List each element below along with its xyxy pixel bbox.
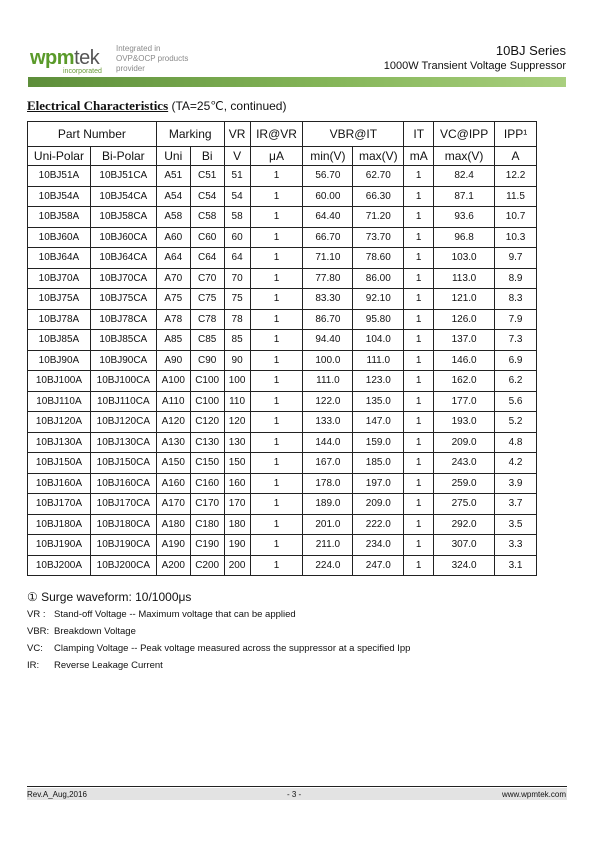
- characteristics-table: [27, 121, 537, 576]
- notes: [27, 590, 410, 677]
- table-cell: 78.60: [353, 248, 404, 269]
- header-vbr: VBR@IT: [303, 122, 404, 147]
- table-cell: 120: [224, 412, 250, 433]
- table-cell: 247.0: [353, 555, 404, 576]
- note-vr: [27, 609, 410, 620]
- table-row: [28, 555, 537, 576]
- table-cell: 77.80: [303, 268, 353, 289]
- table-cell: A54: [156, 186, 190, 207]
- table-cell: 111.0: [303, 371, 353, 392]
- header-part-number: Part Number: [28, 122, 157, 147]
- table-cell: A160: [156, 473, 190, 494]
- table-cell: A170: [156, 494, 190, 515]
- table-cell: 1: [404, 432, 434, 453]
- table-cell: 1: [250, 555, 303, 576]
- table-cell: 3.5: [495, 514, 537, 535]
- table-cell: 10BJ85CA: [90, 330, 156, 351]
- table-cell: 87.1: [434, 186, 495, 207]
- table-cell: 60.00: [303, 186, 353, 207]
- table-cell: 162.0: [434, 371, 495, 392]
- table-row: [28, 514, 537, 535]
- table-cell: 103.0: [434, 248, 495, 269]
- table-cell: A190: [156, 535, 190, 556]
- subheader-vc-max: max(V): [434, 147, 495, 166]
- table-cell: 1: [250, 227, 303, 248]
- table-cell: 135.0: [353, 391, 404, 412]
- table-cell: 8.9: [495, 268, 537, 289]
- table-row: [28, 248, 537, 269]
- table-cell: A120: [156, 412, 190, 433]
- table-cell: 10BJ54A: [28, 186, 91, 207]
- table-cell: 10BJ51CA: [90, 166, 156, 187]
- table-cell: 8.3: [495, 289, 537, 310]
- table-cell: 121.0: [434, 289, 495, 310]
- table-cell: 1: [250, 514, 303, 535]
- table-cell: A130: [156, 432, 190, 453]
- tagline-line: OVP&OCP products: [116, 54, 189, 63]
- table-cell: 10BJ110CA: [90, 391, 156, 412]
- table-cell: C130: [190, 432, 224, 453]
- table-row: [28, 268, 537, 289]
- table-row: [28, 432, 537, 453]
- table-cell: 71.10: [303, 248, 353, 269]
- table-cell: 10.3: [495, 227, 537, 248]
- table-row: [28, 535, 537, 556]
- table-cell: 10BJ200A: [28, 555, 91, 576]
- table-cell: 1: [250, 166, 303, 187]
- table-cell: 66.30: [353, 186, 404, 207]
- table-row: [28, 207, 537, 228]
- table-cell: 307.0: [434, 535, 495, 556]
- table-cell: C170: [190, 494, 224, 515]
- table-cell: 1: [404, 473, 434, 494]
- table-cell: 10BJ54CA: [90, 186, 156, 207]
- table-row: [28, 371, 537, 392]
- surge-note: ① Surge waveform: 10/1000μs: [27, 590, 192, 604]
- table-cell: 10BJ90A: [28, 350, 91, 371]
- table-cell: 10BJ60CA: [90, 227, 156, 248]
- table-cell: 10BJ78CA: [90, 309, 156, 330]
- table-cell: 146.0: [434, 350, 495, 371]
- table-cell: 180: [224, 514, 250, 535]
- table-cell: 7.3: [495, 330, 537, 351]
- table-cell: 10BJ190CA: [90, 535, 156, 556]
- table-cell: 1: [404, 555, 434, 576]
- table-cell: 130: [224, 432, 250, 453]
- table-cell: 10BJ60A: [28, 227, 91, 248]
- table-cell: 222.0: [353, 514, 404, 535]
- table-cell: 1: [404, 227, 434, 248]
- table-cell: 10BJ200CA: [90, 555, 156, 576]
- note-symbol: IR:: [27, 660, 40, 671]
- table-cell: 209.0: [353, 494, 404, 515]
- table-cell: C100: [190, 371, 224, 392]
- note-text: Clamping Voltage -- Peak voltage measured across the suppressor at a specified Ipp: [54, 643, 411, 654]
- table-cell: 110: [224, 391, 250, 412]
- section-condition: (TA=25℃, continued): [171, 99, 287, 113]
- table-cell: 123.0: [353, 371, 404, 392]
- table-cell: 10BJ70CA: [90, 268, 156, 289]
- table-cell: 104.0: [353, 330, 404, 351]
- table-cell: 86.70: [303, 309, 353, 330]
- table-cell: 90: [224, 350, 250, 371]
- table-cell: 190: [224, 535, 250, 556]
- table-cell: 10BJ180A: [28, 514, 91, 535]
- table-row: [28, 166, 537, 187]
- table-cell: 133.0: [303, 412, 353, 433]
- note-text: Breakdown Voltage: [54, 626, 136, 637]
- website-link[interactable]: www.wpmtek.com: [501, 790, 566, 799]
- table-row: [28, 309, 537, 330]
- table-cell: 3.3: [495, 535, 537, 556]
- table-cell: 211.0: [303, 535, 353, 556]
- subheader-uni: Uni: [156, 147, 190, 166]
- table-cell: 1: [250, 289, 303, 310]
- table-cell: 10BJ58A: [28, 207, 91, 228]
- table-cell: 159.0: [353, 432, 404, 453]
- table-cell: A51: [156, 166, 190, 187]
- table-cell: 3.1: [495, 555, 537, 576]
- table-cell: C75: [190, 289, 224, 310]
- table-cell: 56.70: [303, 166, 353, 187]
- logo-main: wpm: [30, 47, 75, 69]
- table-cell: C51: [190, 166, 224, 187]
- table-cell: 1: [250, 309, 303, 330]
- table-cell: A78: [156, 309, 190, 330]
- table-cell: C160: [190, 473, 224, 494]
- table-cell: 10BJ170A: [28, 494, 91, 515]
- table-cell: 10.7: [495, 207, 537, 228]
- table-cell: 197.0: [353, 473, 404, 494]
- table-cell: A60: [156, 227, 190, 248]
- table-cell: 66.70: [303, 227, 353, 248]
- table-cell: 324.0: [434, 555, 495, 576]
- table-cell: 1: [250, 330, 303, 351]
- series-title: 10BJ Series: [495, 43, 566, 58]
- table-cell: 126.0: [434, 309, 495, 330]
- note-vbr: [27, 626, 410, 637]
- table-cell: 60: [224, 227, 250, 248]
- table-cell: 113.0: [434, 268, 495, 289]
- table-cell: A150: [156, 453, 190, 474]
- table-cell: 1: [250, 535, 303, 556]
- table-cell: 122.0: [303, 391, 353, 412]
- table-cell: 10BJ75A: [28, 289, 91, 310]
- table-cell: 1: [404, 391, 434, 412]
- table-cell: 92.10: [353, 289, 404, 310]
- table-cell: 1: [250, 391, 303, 412]
- note-symbol: VBR:: [27, 626, 50, 637]
- subheader-bi-polar: Bi-Polar: [90, 147, 156, 166]
- table-cell: 167.0: [303, 453, 353, 474]
- table-cell: 10BJ78A: [28, 309, 91, 330]
- table-cell: C60: [190, 227, 224, 248]
- table-cell: 10BJ70A: [28, 268, 91, 289]
- table-cell: 58: [224, 207, 250, 228]
- table-cell: 10BJ64A: [28, 248, 91, 269]
- table-cell: 86.00: [353, 268, 404, 289]
- table-cell: 111.0: [353, 350, 404, 371]
- table-cell: 5.6: [495, 391, 537, 412]
- table-cell: 1: [250, 432, 303, 453]
- table-cell: 1: [250, 494, 303, 515]
- series-description: 1000W Transient Voltage Suppressor: [383, 60, 566, 72]
- table-cell: 71.20: [353, 207, 404, 228]
- table-cell: 6.2: [495, 371, 537, 392]
- table-cell: 6.9: [495, 350, 537, 371]
- table-cell: 10BJ150CA: [90, 453, 156, 474]
- table-cell: C200: [190, 555, 224, 576]
- table-cell: A110: [156, 391, 190, 412]
- table-row: [28, 289, 537, 310]
- table-cell: 4.8: [495, 432, 537, 453]
- table-cell: 70: [224, 268, 250, 289]
- table-cell: 54: [224, 186, 250, 207]
- table-cell: 144.0: [303, 432, 353, 453]
- table-cell: 170: [224, 494, 250, 515]
- table-cell: 209.0: [434, 432, 495, 453]
- table-cell: 1: [250, 186, 303, 207]
- table-cell: 1: [404, 309, 434, 330]
- table-cell: 73.70: [353, 227, 404, 248]
- table-cell: 85: [224, 330, 250, 351]
- table-cell: 1: [404, 186, 434, 207]
- table-cell: 10BJ130A: [28, 432, 91, 453]
- table-cell: 1: [404, 494, 434, 515]
- table-cell: 12.2: [495, 166, 537, 187]
- table-cell: 93.6: [434, 207, 495, 228]
- table-cell: 1: [404, 453, 434, 474]
- table-cell: 234.0: [353, 535, 404, 556]
- table-cell: C90: [190, 350, 224, 371]
- table-cell: 64: [224, 248, 250, 269]
- table-cell: C120: [190, 412, 224, 433]
- header-vr: VR: [224, 122, 250, 147]
- table-row: [28, 330, 537, 351]
- table-cell: 95.80: [353, 309, 404, 330]
- table-cell: 62.70: [353, 166, 404, 187]
- table-cell: 10BJ85A: [28, 330, 91, 351]
- table-cell: 10BJ110A: [28, 391, 91, 412]
- table-cell: 185.0: [353, 453, 404, 474]
- table-cell: 51: [224, 166, 250, 187]
- table-cell: 82.4: [434, 166, 495, 187]
- table-cell: C78: [190, 309, 224, 330]
- table-cell: 243.0: [434, 453, 495, 474]
- table-cell: 1: [404, 535, 434, 556]
- table-cell: 100: [224, 371, 250, 392]
- table-row: [28, 494, 537, 515]
- table-cell: 1: [404, 350, 434, 371]
- table-cell: A90: [156, 350, 190, 371]
- table-cell: 1: [250, 248, 303, 269]
- table-cell: 64.40: [303, 207, 353, 228]
- table-cell: 10BJ190A: [28, 535, 91, 556]
- note-ir: [27, 660, 410, 671]
- subheader-min-v: min(V): [303, 147, 353, 166]
- table-cell: 150: [224, 453, 250, 474]
- header-row: [28, 122, 537, 147]
- table-cell: 100.0: [303, 350, 353, 371]
- subheader-uni-polar: Uni-Polar: [28, 147, 91, 166]
- subheader-row: [28, 147, 537, 166]
- table-cell: 137.0: [434, 330, 495, 351]
- table-row: [28, 473, 537, 494]
- table-cell: 11.5: [495, 186, 537, 207]
- table-cell: 1: [404, 289, 434, 310]
- table-cell: 10BJ75CA: [90, 289, 156, 310]
- table-cell: 259.0: [434, 473, 495, 494]
- table-cell: A58: [156, 207, 190, 228]
- table-cell: A75: [156, 289, 190, 310]
- subheader-unit-v: V: [224, 147, 250, 166]
- section-heading: Electrical Characteristics: [27, 98, 169, 113]
- table-cell: 10BJ130CA: [90, 432, 156, 453]
- table-cell: C100: [190, 391, 224, 412]
- table-cell: 1: [250, 268, 303, 289]
- table-cell: 178.0: [303, 473, 353, 494]
- table-cell: A200: [156, 555, 190, 576]
- page-number: - 3 -: [287, 790, 302, 799]
- logo-wordmark: [30, 47, 99, 70]
- table-cell: C64: [190, 248, 224, 269]
- table-cell: 4.2: [495, 453, 537, 474]
- table-cell: 1: [250, 207, 303, 228]
- table-cell: 189.0: [303, 494, 353, 515]
- subheader-unit-ua: μA: [250, 147, 303, 166]
- table-cell: 94.40: [303, 330, 353, 351]
- table-cell: 10BJ150A: [28, 453, 91, 474]
- table-cell: 10BJ100CA: [90, 371, 156, 392]
- table-cell: C54: [190, 186, 224, 207]
- header-marking: Marking: [156, 122, 224, 147]
- table-cell: 1: [404, 514, 434, 535]
- table-cell: 83.30: [303, 289, 353, 310]
- table-row: [28, 186, 537, 207]
- logo-tek: tek: [74, 47, 100, 69]
- table-row: [28, 412, 537, 433]
- table-row: [28, 453, 537, 474]
- header-ipp: IPP¹: [495, 122, 537, 147]
- table-cell: 275.0: [434, 494, 495, 515]
- note-text: Reverse Leakage Current: [54, 660, 163, 671]
- table-cell: 10BJ180CA: [90, 514, 156, 535]
- table-cell: 224.0: [303, 555, 353, 576]
- table-cell: 193.0: [434, 412, 495, 433]
- table-row: [28, 391, 537, 412]
- table-row: [28, 350, 537, 371]
- table-cell: 10BJ120A: [28, 412, 91, 433]
- table-cell: 7.9: [495, 309, 537, 330]
- table-cell: 1: [404, 207, 434, 228]
- table-cell: 10BJ90CA: [90, 350, 156, 371]
- header-ir: IR@VR: [250, 122, 303, 147]
- table-cell: 1: [404, 412, 434, 433]
- table-cell: 1: [404, 371, 434, 392]
- header-vc: VC@IPP: [434, 122, 495, 147]
- subheader-unit-ma: mA: [404, 147, 434, 166]
- table-cell: A64: [156, 248, 190, 269]
- table-cell: C85: [190, 330, 224, 351]
- tagline-line: provider: [116, 64, 145, 73]
- tagline: [116, 44, 216, 74]
- table-cell: 9.7: [495, 248, 537, 269]
- table-cell: 1: [404, 268, 434, 289]
- table-cell: C180: [190, 514, 224, 535]
- table-cell: 75: [224, 289, 250, 310]
- tagline-line: Integrated in: [116, 44, 161, 53]
- note-symbol: VR :: [27, 609, 46, 620]
- table-cell: 1: [250, 412, 303, 433]
- table-cell: A85: [156, 330, 190, 351]
- header-bar: [28, 77, 566, 87]
- table-cell: 147.0: [353, 412, 404, 433]
- table-cell: A100: [156, 371, 190, 392]
- table-cell: 10BJ160CA: [90, 473, 156, 494]
- table-cell: C190: [190, 535, 224, 556]
- table-cell: 10BJ120CA: [90, 412, 156, 433]
- table-cell: 78: [224, 309, 250, 330]
- table-cell: 10BJ170CA: [90, 494, 156, 515]
- table-cell: 10BJ58CA: [90, 207, 156, 228]
- table-cell: 1: [250, 371, 303, 392]
- table-cell: 10BJ51A: [28, 166, 91, 187]
- table-cell: 96.8: [434, 227, 495, 248]
- table-cell: A70: [156, 268, 190, 289]
- table-cell: 1: [250, 473, 303, 494]
- table-cell: 3.7: [495, 494, 537, 515]
- table-cell: 10BJ64CA: [90, 248, 156, 269]
- table-cell: 160: [224, 473, 250, 494]
- table-cell: C150: [190, 453, 224, 474]
- subheader-unit-a: A: [495, 147, 537, 166]
- header-it: IT: [404, 122, 434, 147]
- revision: Rev.A_Aug,2016: [27, 790, 87, 799]
- table-cell: 1: [250, 350, 303, 371]
- table-cell: 1: [404, 248, 434, 269]
- note-text: Stand-off Voltage -- Maximum voltage that can be applied: [54, 609, 296, 620]
- note-vc: [27, 643, 410, 654]
- table-cell: 10BJ160A: [28, 473, 91, 494]
- section-title: [27, 98, 286, 114]
- table-cell: 3.9: [495, 473, 537, 494]
- table-cell: 1: [250, 453, 303, 474]
- table-cell: C58: [190, 207, 224, 228]
- table-cell: A180: [156, 514, 190, 535]
- table-cell: 1: [404, 330, 434, 351]
- table-cell: 201.0: [303, 514, 353, 535]
- footer-rule: [27, 786, 567, 787]
- table-cell: C70: [190, 268, 224, 289]
- table-cell: 10BJ100A: [28, 371, 91, 392]
- table-cell: 177.0: [434, 391, 495, 412]
- table-cell: 1: [404, 166, 434, 187]
- table-row: [28, 227, 537, 248]
- table-cell: 292.0: [434, 514, 495, 535]
- subheader-bi: Bi: [190, 147, 224, 166]
- table-cell: 200: [224, 555, 250, 576]
- logo-subtitle: incorporated: [63, 68, 102, 75]
- subheader-max-v: max(V): [353, 147, 404, 166]
- note-symbol: VC:: [27, 643, 43, 654]
- table-cell: 5.2: [495, 412, 537, 433]
